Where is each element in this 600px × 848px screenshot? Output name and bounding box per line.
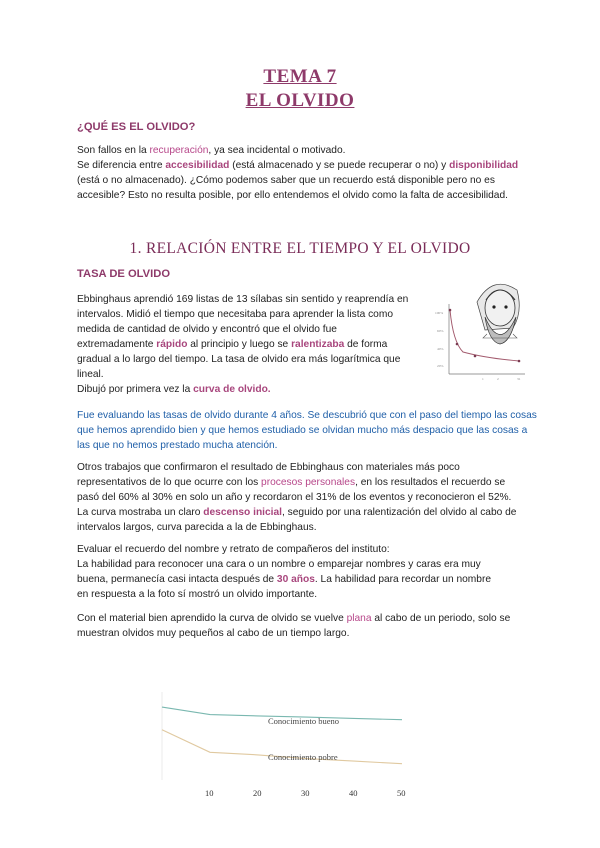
blue-line-2: que hemos aprendido bien y que hemos estudiado se olvidan mucho más despacio que las cosas a [77,425,528,436]
section-1-title: 1. RELACIÓN ENTRE EL TIEMPO Y EL OLVIDO [129,240,471,257]
svg-text:60%: 60% [437,329,444,333]
p1-line-3: medida de cantidad de olvido y encontró que el olvido fue [77,324,337,335]
p3-line-2: La habilidad para reconocer una cara o un nombre o emparejar nombres y caras era muy [77,559,481,570]
intro-line-3: (está o no almacenado). ¿Cómo podemos saber que un recuerdo está disponible pero no es [77,175,495,186]
p2-line-4: La curva mostraba un claro descenso inicial, seguido por una ralentización del olvido al cabo de [77,507,517,518]
forgetting-chart [150,690,420,802]
svg-text:31: 31 [517,377,521,381]
series-label-conocimiento-pobre: Conocimiento pobre [268,752,338,762]
blue-line-3: las que no hemos prestado mucha atención. [77,440,278,451]
term-recuperacion: recuperación [149,145,209,156]
term-accesibilidad: accesibilidad [165,160,230,171]
p1-line-4: extremadamente rápido al principio y luego se ralentizaba de forma [77,339,388,350]
p2-line-2: representativos de lo que ocurre con los procesos personales, en los resultados el recuerdo se [77,477,506,488]
p3-line-3: buena, permanecía casi intacta después de 30 años. La habilidad para recordar un nombre [77,574,492,585]
p1-line-1: Ebbinghaus aprendió 169 listas de 13 sílabas sin sentido y reaprendía en [77,294,409,305]
term-rapido: rápido [156,339,188,350]
series-label-conocimiento-bueno: Conocimiento bueno [268,716,340,726]
p2-line-1: Otros trabajos que confirmaron el resultado de Ebbinghaus con materiales más poco [77,462,460,473]
doc-title-line2: EL OLVIDO [245,90,355,111]
p1-line-5: gradual a lo largo del tiempo. La tasa de olvido era más logarítmica que [77,354,401,365]
intro-heading: ¿QUÉ ES EL OLVIDO? [77,121,196,133]
svg-text:100%: 100% [435,311,444,315]
x-tick-label: 40 [349,788,358,798]
section-1-subheading: TASA DE OLVIDO [77,268,171,280]
ebbinghaus-portrait [477,284,519,344]
x-tick-label: 50 [397,788,406,798]
p2-line-3: pasó del 60% al 30% en solo un año y recordaron el 31% de los eventos y reconocieron el 52%. [77,492,512,503]
term-ralentizaba: ralentizaba [291,339,345,350]
doc-title-line1: TEMA 7 [263,66,337,87]
p4-line-1: Con el material bien aprendido la curva de olvido se vuelve plana al cabo de un periodo, solo se [77,613,511,624]
svg-text:2: 2 [497,377,499,381]
term-disponibilidad: disponibilidad [449,160,519,171]
p1-line-6: lineal. [77,369,104,380]
svg-text:40%: 40% [437,347,444,351]
intro-line-2: Se diferencia entre accesibilidad (está almacenado y se puede recuperar o no) y disponibilidad [77,160,519,171]
p2-line-5: intervalos largos, curva parecida a la de Ebbinghaus. [77,522,317,533]
x-tick-label: 10 [205,788,214,798]
blue-line-1: Fue evaluando las tasas de olvido durante 4 años. Se descubrió que con el paso del tiempo las cosas [77,410,537,421]
term-30-anos: 30 años [276,574,315,585]
p3-line-4: en respuesta a la foto sí mostró un olvido importante. [77,589,318,600]
svg-text:1: 1 [482,377,484,381]
p3-line-1: Evaluar el recuerdo del nombre y retrato de compañeros del instituto: [77,544,390,555]
x-tick-label: 20 [253,788,262,798]
term-procesos-personales: procesos personales [261,477,356,488]
intro-line-4: accesible? Esto no resulta posible, por ello entendemos el olvido como la falta de accesibilidad. [77,190,508,201]
p4-line-2: muestran olvidos muy pequeños al cabo de un tiempo largo. [77,628,350,639]
term-curva-olvido: curva de olvido. [193,384,271,395]
p1-line-7: Dibujó por primera vez la curva de olvido. [77,384,271,395]
ebbinghaus-figure [425,272,535,382]
term-descenso-inicial: descenso inicial [203,507,282,518]
p1-line-2: intervalos. Midió el tiempo que necesitaba para aprender la lista como [77,309,393,320]
svg-text:20%: 20% [437,364,444,368]
intro-line-1: Son fallos en la recuperación, ya sea incidental o motivado. [77,145,346,156]
x-tick-label: 30 [301,788,310,798]
term-plana: plana [346,613,372,624]
